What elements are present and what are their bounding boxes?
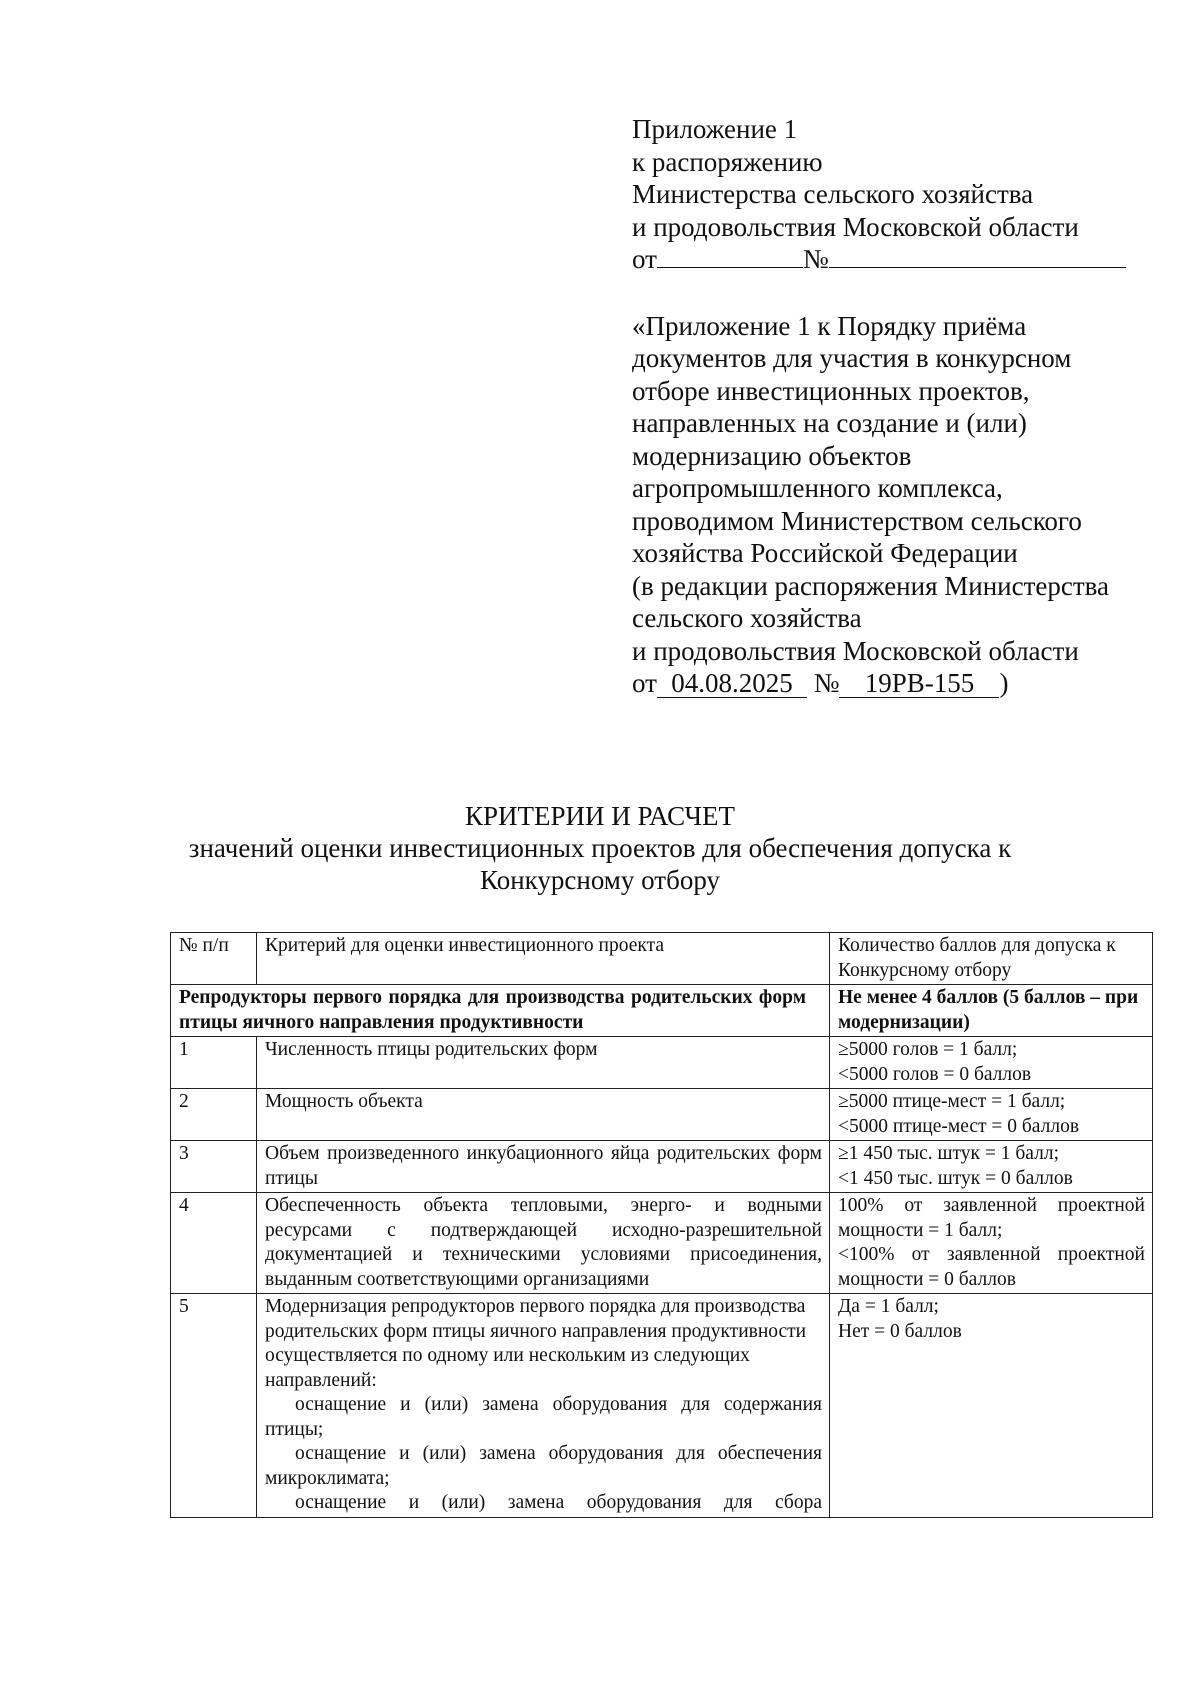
section-criterion: Репродукторы первого порядка для производства родительских форм птицы яичного направления продуктивности xyxy=(179,987,806,1033)
sub-item: оснащение и (или) замена оборудования для содержания птицы; xyxy=(265,1394,822,1440)
row-criterion: Мощность объекта xyxy=(257,1089,830,1141)
points-line: <1 450 тыс. штук = 0 баллов xyxy=(838,1167,1073,1189)
header-line: Приложение 1 xyxy=(632,114,798,144)
section-row xyxy=(171,985,1153,1037)
row-num: 2 xyxy=(171,1089,257,1141)
row-points xyxy=(830,1193,1153,1294)
amend-line: «Приложение 1 к Порядку приёма xyxy=(632,310,1027,341)
amend-line: отборе инвестиционных проектов, xyxy=(632,375,1030,406)
amend-line: сельского хозяйства xyxy=(632,603,862,633)
section-points: Не менее 4 баллов (5 баллов – при модернизации) xyxy=(830,985,1153,1037)
points-line: Нет = 0 баллов xyxy=(838,1320,962,1342)
title-main: КРИТЕРИИ И РАСЧЕТ xyxy=(464,801,736,831)
header-line: и продовольствия Московской области xyxy=(632,211,1079,242)
header-points: Количество баллов для допуска к Конкурсному отбору xyxy=(830,933,1153,985)
sub-item: оснащение и (или) замена оборудования для сбора xyxy=(295,1492,822,1513)
appendix-header xyxy=(632,113,1152,700)
document-title xyxy=(0,800,1200,896)
date-blank xyxy=(657,243,803,268)
closing-paren: ) xyxy=(999,668,1009,698)
number-label: № xyxy=(813,668,840,698)
amend-line: хозяйства Российской Федерации xyxy=(632,538,1018,568)
row-criterion: Обеспеченность объекта тепловыми, энерго- и водными ресурсами с подтверждающей исходно-разрешительной документацией и техническими условиями присоединения, выданным соответствующими организациями xyxy=(257,1193,830,1294)
amend-line: документов для участия в конкурсном xyxy=(632,343,1072,373)
ot-label: от xyxy=(632,244,657,274)
number-blank xyxy=(829,243,1126,268)
row-criterion: Объем произведенного инкубационного яйца родительских форм птицы xyxy=(257,1141,830,1193)
points-line: 100% от заявленной проектной мощности = 1 балл; xyxy=(838,1195,1145,1241)
points-line: ≥1 450 тыс. штук = 1 балл; xyxy=(838,1143,1059,1164)
table-row xyxy=(171,1037,1153,1089)
amend-date-number-line xyxy=(632,667,1152,700)
row-num: 5 xyxy=(171,1294,257,1518)
points-line: <100% от заявленной проектной мощности = 0 баллов xyxy=(838,1244,1145,1290)
header-line: к распоряжению xyxy=(632,146,823,177)
title-sub-line: Конкурсному отбору xyxy=(480,865,720,895)
ot-label: от xyxy=(632,668,657,698)
header-num: № п/п xyxy=(171,933,257,985)
row-criterion xyxy=(257,1294,830,1518)
amend-line: (в редакции распоряжения Министерства xyxy=(632,570,1110,601)
number-label: № xyxy=(802,244,829,274)
row-points xyxy=(830,1141,1153,1193)
points-line: <5000 голов = 0 баллов xyxy=(838,1063,1032,1085)
points-line: <5000 птице-мест = 0 баллов xyxy=(838,1115,1080,1137)
table-row xyxy=(171,1294,1153,1518)
amend-line: модернизацию объектов xyxy=(632,440,912,471)
sub-item: оснащение и (или) замена оборудования для обеспечения микроклимата; xyxy=(265,1443,822,1489)
row-points xyxy=(830,1089,1153,1141)
points-line: ≥5000 голов = 1 балл; xyxy=(838,1039,1018,1060)
row-num: 3 xyxy=(171,1141,257,1193)
criteria-table xyxy=(170,932,1153,1518)
row-points xyxy=(830,1294,1153,1518)
blank-date-number-line xyxy=(632,243,1152,276)
points-line: Да = 1 балл; xyxy=(838,1296,939,1317)
row-num: 4 xyxy=(171,1193,257,1294)
row-criterion: Численность птицы родительских форм xyxy=(257,1037,830,1089)
table-row xyxy=(171,1089,1153,1141)
table-header-row xyxy=(171,933,1153,985)
amend-line: агропромышленного комплекса, xyxy=(632,473,1003,503)
row-points xyxy=(830,1037,1153,1089)
points-line: ≥5000 птице-мест = 1 балл; xyxy=(838,1091,1066,1112)
criterion-intro: Модернизация репродукторов первого порядка для производства родительских форм птицы яичного направления продуктивности осуществляется по одному или нескольким из следующих направлений: xyxy=(265,1296,807,1391)
amend-line: проводимом Министерством сельского xyxy=(632,505,1082,536)
amend-line: и продовольствия Московской области xyxy=(632,635,1079,666)
header-criterion: Критерий для оценки инвестиционного проекта xyxy=(257,933,830,985)
table-row xyxy=(171,1141,1153,1193)
amend-date: 04.08.2025 xyxy=(657,669,807,698)
table-row xyxy=(171,1193,1153,1294)
header-line: Министерства сельского хозяйства xyxy=(632,179,1034,209)
amend-number: 19РВ-155 xyxy=(839,669,999,698)
title-sub-line: значений оценки инвестиционных проектов для обеспечения допуска к xyxy=(188,833,1012,863)
amend-line: направленных на создание и (или) xyxy=(632,408,1027,438)
row-num: 1 xyxy=(171,1037,257,1089)
